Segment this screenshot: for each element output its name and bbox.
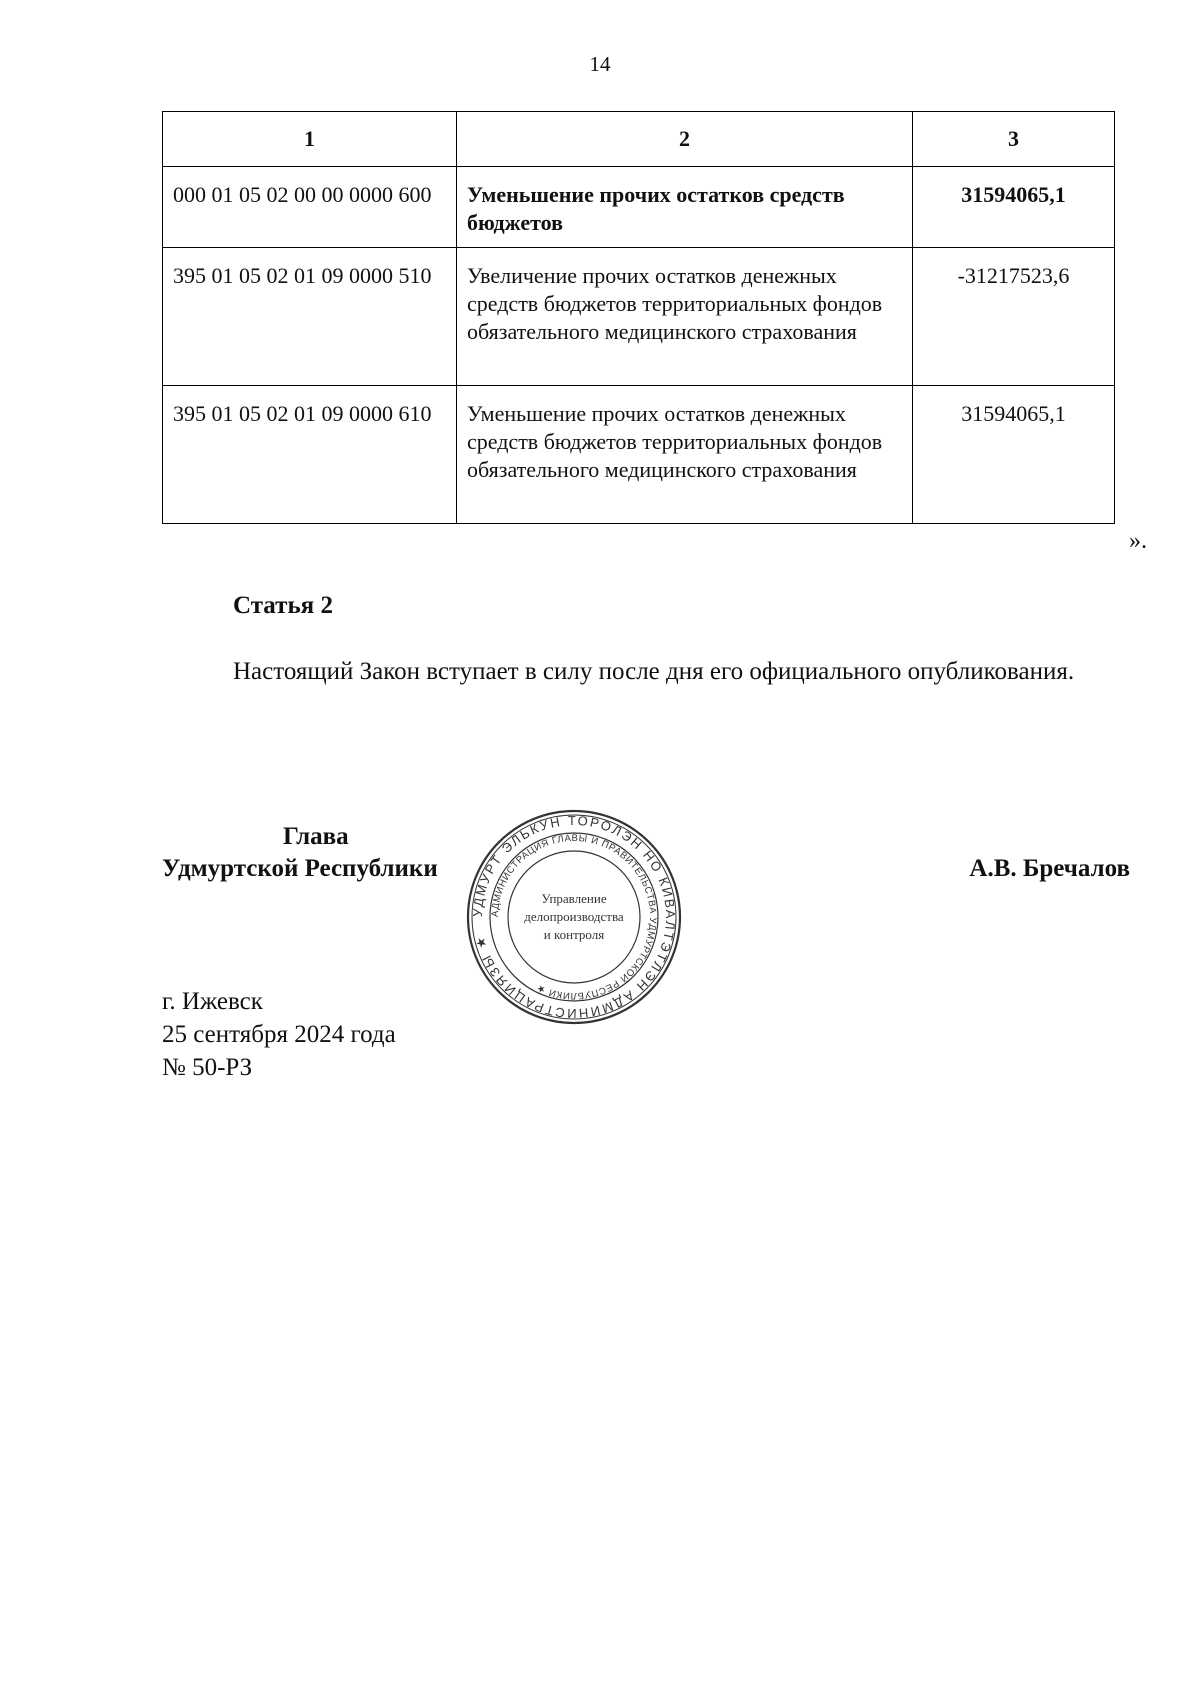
place-date-block [162,985,396,1084]
stamp-outer-text: УДМУРТ ЭЛЬКУН ТОРОЛЭН НО КИВАЛТЭТЛЭН АДМИНИСТРАЦИЯЗЫ ★ [469,812,679,1022]
table-header-row [163,112,1115,167]
closing-quote: ». [1129,528,1147,554]
table-row [163,386,1115,524]
table-header-cell: 2 [457,112,913,167]
signatory-name: А.В. Бречалов [969,855,1130,882]
budget-code-cell: 000 01 05 02 00 00 0000 600 [163,167,457,248]
table-row [163,248,1115,386]
signatory-organization: Удмуртской Республики [162,855,438,882]
official-stamp [463,806,685,1028]
table-header-cell: 1 [163,112,457,167]
stamp-center-line: Управление [541,891,607,906]
article-text: Настоящий Закон вступает в силу после дня его официального опубликования. [233,658,1075,685]
budget-name-cell: Уменьшение прочих остатков денежных средств бюджетов территориальных фондов обязательного медицинского страхования [457,386,913,524]
stamp-center-line: делопроизводства [524,909,624,924]
document-number: № 50-РЗ [162,1054,253,1081]
table-row [163,167,1115,248]
budget-code-cell: 395 01 05 02 01 09 0000 610 [163,386,457,524]
budget-amount-cell: 31594065,1 [913,386,1115,524]
budget-code-cell: 395 01 05 02 01 09 0000 510 [163,248,457,386]
document-date: 25 сентября 2024 года [162,1021,396,1048]
budget-name-cell: Увеличение прочих остатков денежных средств бюджетов территориальных фондов обязательного медицинского страхования [457,248,913,386]
budget-name-cell: Уменьшение прочих остатков средств бюджетов [457,167,913,248]
budget-table [162,111,1115,524]
budget-amount-cell: 31594065,1 [913,167,1115,248]
document-place: г. Ижевск [162,988,263,1015]
article-title: Статья 2 [233,592,333,619]
page-number: 14 [589,52,611,76]
signatory-title: Глава [283,823,349,850]
table-header-cell: 3 [913,112,1115,167]
budget-amount-cell: -31217523,6 [913,248,1115,386]
stamp-center-line: и контроля [543,927,605,942]
stamp-inner-text: АДМИНИСТРАЦИЯ ГЛАВЫ И ПРАВИТЕЛЬСТВА УДМУРТСКОЙ РЕСПУБЛИКИ ★ [489,832,659,1002]
